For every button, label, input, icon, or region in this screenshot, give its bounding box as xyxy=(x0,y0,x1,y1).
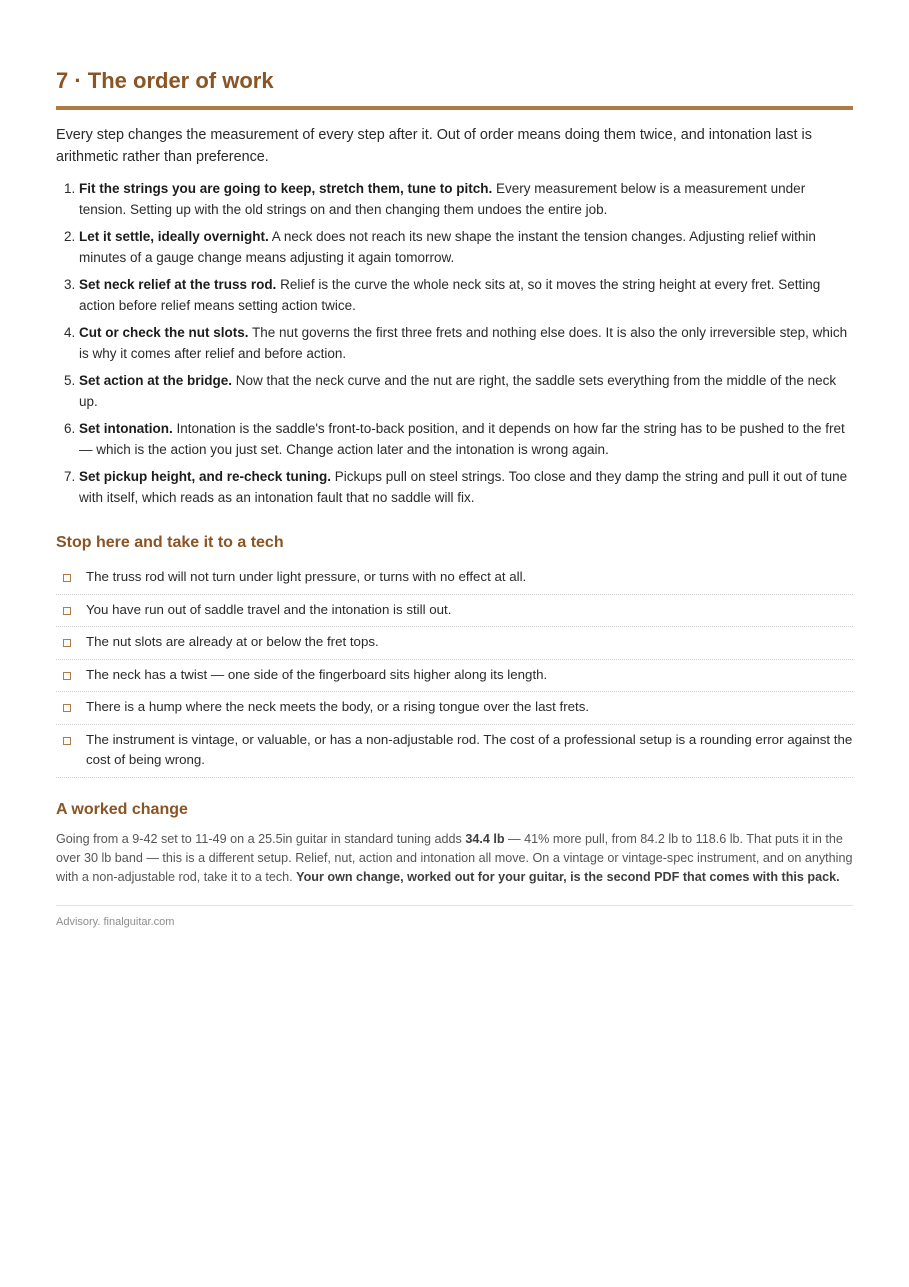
checklist-text: The neck has a twist — one side of the fingerboard sits higher along its length. xyxy=(86,666,548,682)
step-item xyxy=(79,322,853,364)
step-item xyxy=(79,226,853,268)
worked-closing: Your own change, worked out for your guitar, is the second PDF that comes with this pack. xyxy=(296,869,840,884)
checklist-text: The instrument is vintage, or valuable, or has a non-adjustable rod. The cost of a professional setup is a rounding error against the cost of being wrong. xyxy=(86,731,853,767)
intro-paragraph: Every step changes the measurement of every step after it. Out of order means doing them twice, and intonation last is arithmetic rather than preference. xyxy=(56,127,812,165)
step-heading: Set pickup height, and re-check tuning. xyxy=(79,469,332,484)
checkbox-icon[interactable] xyxy=(63,574,71,582)
worked-amount: 34.4 lb xyxy=(465,831,505,846)
step-heading: Set intonation. xyxy=(79,421,173,436)
step-heading: Let it settle, ideally overnight. xyxy=(79,229,269,244)
checkbox-icon[interactable] xyxy=(63,639,71,647)
step-text: Now that the neck curve and the nut are right, the saddle sets everything from the middle of the neck up. xyxy=(79,373,837,409)
step-item xyxy=(79,178,853,220)
worked-paragraph xyxy=(56,830,853,906)
page-title: 7 · The order of work xyxy=(56,67,853,110)
step-text: Relief is the curve the whole neck sits at, so it moves the string height at every fret. Setting action before relief means setting action twice. xyxy=(79,277,821,313)
step-heading: Cut or check the nut slots. xyxy=(79,325,249,340)
step-text: The nut governs the first three frets and nothing else does. It is also the only irreversible step, which is why it comes after relief and before action. xyxy=(79,325,848,361)
tech-section-title: Stop here and take it to a tech xyxy=(56,534,284,551)
tech-checklist xyxy=(56,562,853,778)
step-heading: Set neck relief at the truss rod. xyxy=(79,277,277,292)
steps-list xyxy=(56,178,853,508)
checkbox-icon[interactable] xyxy=(63,607,71,615)
worked-section-title: A worked change xyxy=(56,800,188,818)
step-item xyxy=(79,370,853,412)
step-item xyxy=(79,418,853,460)
step-item xyxy=(79,274,853,316)
checklist-text: The nut slots are already at or below the fret tops. xyxy=(86,634,379,649)
checklist-item xyxy=(56,595,853,628)
checkbox-icon[interactable] xyxy=(63,737,71,745)
checklist-text: You have run out of saddle travel and the intonation is still out. xyxy=(86,601,452,617)
checklist-item xyxy=(56,627,853,660)
worked-text-detail: — 41% more pull, from 84.2 lb to 118.6 lb. That puts it in the over 30 lb band — this is a different setup. Relief, nut, action and intonation all move. On a vintage or vintage-spec instrument, and on anything with a non-adjustable rod, take it to a tech. xyxy=(56,831,853,884)
checkbox-icon[interactable] xyxy=(63,704,71,712)
step-text: A neck does not reach its new shape the instant the tension changes. Adjusting relief within minutes of a gauge change means adjusting it again tomorrow. xyxy=(79,229,816,265)
step-item xyxy=(79,466,853,508)
checkbox-icon[interactable] xyxy=(63,672,71,680)
checklist-text: The truss rod will not turn under light pressure, or turns with no effect at all. xyxy=(86,569,527,584)
checklist-item xyxy=(56,562,853,595)
checklist-item xyxy=(56,692,853,725)
step-text: Intonation is the saddle's front-to-back position, and it depends on how far the string has to be pushed to the fret — which is the action you just set. Change action later and the intonation is wrong again. xyxy=(79,421,845,457)
checklist-text: There is a hump where the neck meets the body, or a rising tongue over the last frets. xyxy=(86,699,590,714)
step-text: Every measurement below is a measurement under tension. Setting up with the old strings on and then changing them undoes the entire job. xyxy=(79,181,806,217)
checklist-item xyxy=(56,725,853,778)
worked-text-intro: Going from a 9-42 set to 11-49 on a 25.5in guitar in standard tuning adds xyxy=(56,831,466,846)
step-heading: Fit the strings you are going to keep, stretch them, tune to pitch. xyxy=(79,181,493,196)
step-heading: Set action at the bridge. xyxy=(79,373,233,388)
footer-note: Advisory. finalguitar.com xyxy=(56,915,175,928)
checklist-item xyxy=(56,660,853,693)
step-text: Pickups pull on steel strings. Too close and they damp the string and pull it out of tune with itself, which reads as an intonation fault that no saddle will fix. xyxy=(79,469,848,505)
